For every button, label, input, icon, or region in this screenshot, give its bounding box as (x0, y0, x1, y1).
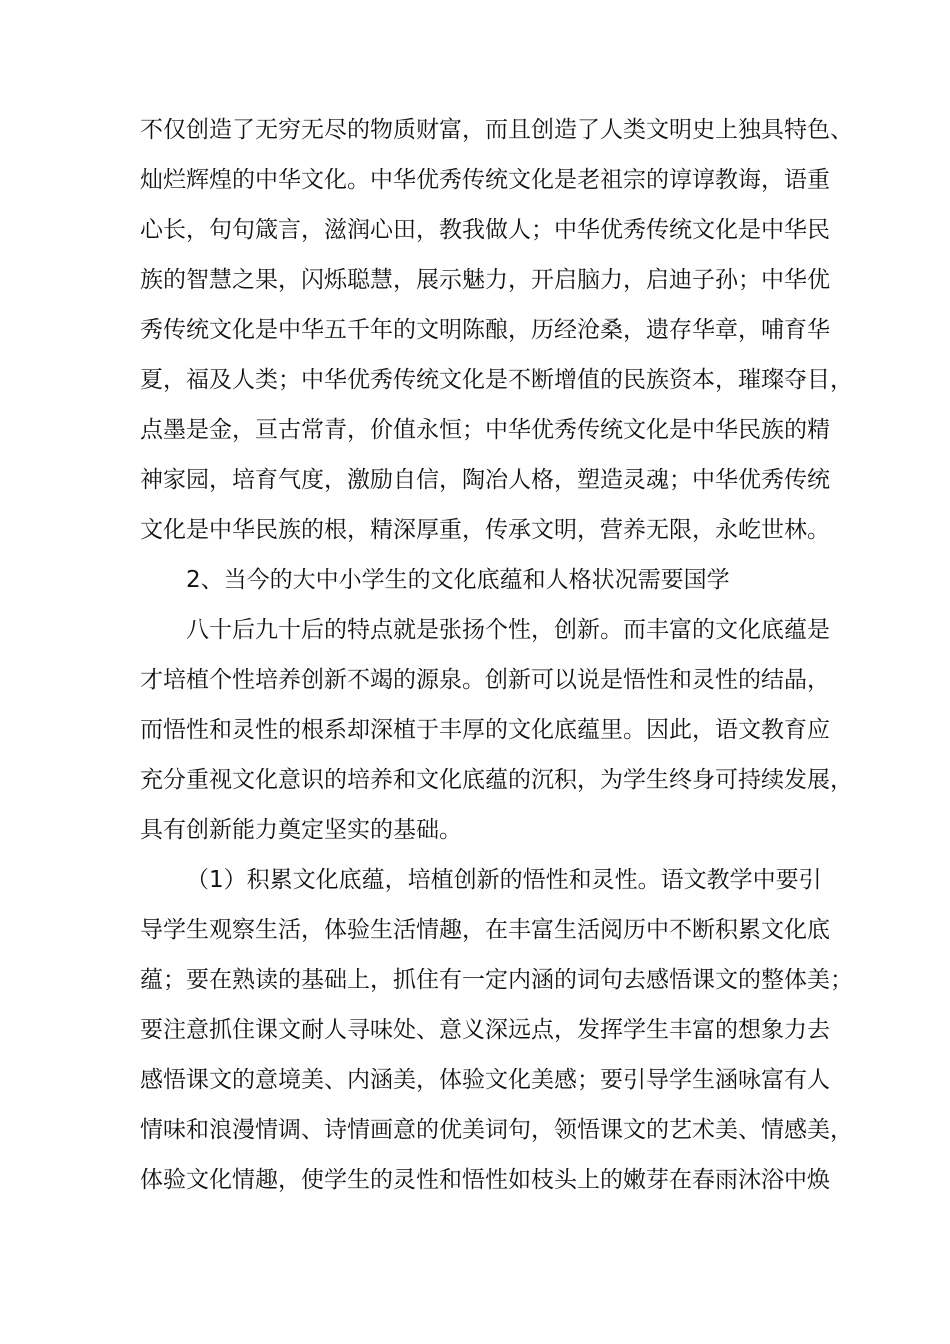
paragraph-line: 神家园，培育气度，激励自信，陶冶人格，塑造灵魂；中华优秀传统 (140, 467, 830, 493)
paragraph-line: 八十后九十后的特点就是张扬个性，创新。而丰富的文化底蕴是 (186, 617, 830, 643)
paragraph-line: 秀传统文化是中华五千年的文明陈酿，历经沧桑，遗存华章，哺育华 (140, 317, 830, 343)
paragraph-line: 文化是中华民族的根，精深厚重，传承文明，营养无限，永屹世林。 (140, 517, 830, 543)
paragraph-line: 族的智慧之果，闪烁聪慧，展示魅力，开启脑力，启迪子孙；中华优 (140, 267, 830, 293)
paragraph-line: 具有创新能力奠定坚实的基础。 (140, 817, 462, 843)
paragraph-line: 体验文化情趣，使学生的灵性和悟性如枝头上的嫩芽在春雨沐浴中焕 (140, 1167, 830, 1193)
paragraph-line: 灿烂辉煌的中华文化。中华优秀传统文化是老祖宗的谆谆教诲，语重 (140, 167, 830, 193)
paragraph-line: 情味和浪漫情调、诗情画意的优美词句，领悟课文的艺术美、情感美， (140, 1117, 853, 1143)
paragraph-line: 要注意抓住课文耐人寻味处、意义深远点，发挥学生丰富的想象力去 (140, 1017, 830, 1043)
paragraph-line: 才培植个性培养创新不竭的源泉。创新可以说是悟性和灵性的结晶， (140, 667, 830, 693)
paragraph-line: 而悟性和灵性的根系却深植于丰厚的文化底蕴里。因此，语文教育应 (140, 717, 830, 743)
paragraph-line: （1）积累文化底蕴，培植创新的悟性和灵性。语文教学中要引 (186, 867, 822, 893)
paragraph-line: 夏，福及人类；中华优秀传统文化是不断增值的民族资本，璀璨夺目， (140, 367, 853, 393)
paragraph-line: 点墨是金，亘古常青，价值永恒；中华优秀传统文化是中华民族的精 (140, 417, 830, 443)
paragraph-line: 导学生观察生活，体验生活情趣，在丰富生活阅历中不断积累文化底 (140, 917, 830, 943)
paragraph-line: 充分重视文化意识的培养和文化底蕴的沉积，为学生终身可持续发展， (140, 767, 853, 793)
section-heading: 2、当今的大中小学生的文化底蕴和人格状况需要国学 (186, 567, 730, 593)
paragraph-line: 心长，句句箴言，滋润心田，教我做人；中华优秀传统文化是中华民 (140, 217, 830, 243)
paragraph-line: 蕴；要在熟读的基础上，抓住有一定内涵的词句去感悟课文的整体美； (140, 967, 853, 993)
paragraph-line: 感悟课文的意境美、内涵美，体验文化美感；要引导学生涵咏富有人 (140, 1067, 830, 1093)
paragraph-line: 不仅创造了无穷无尽的物质财富，而且创造了人类文明史上独具特色、 (140, 117, 853, 143)
